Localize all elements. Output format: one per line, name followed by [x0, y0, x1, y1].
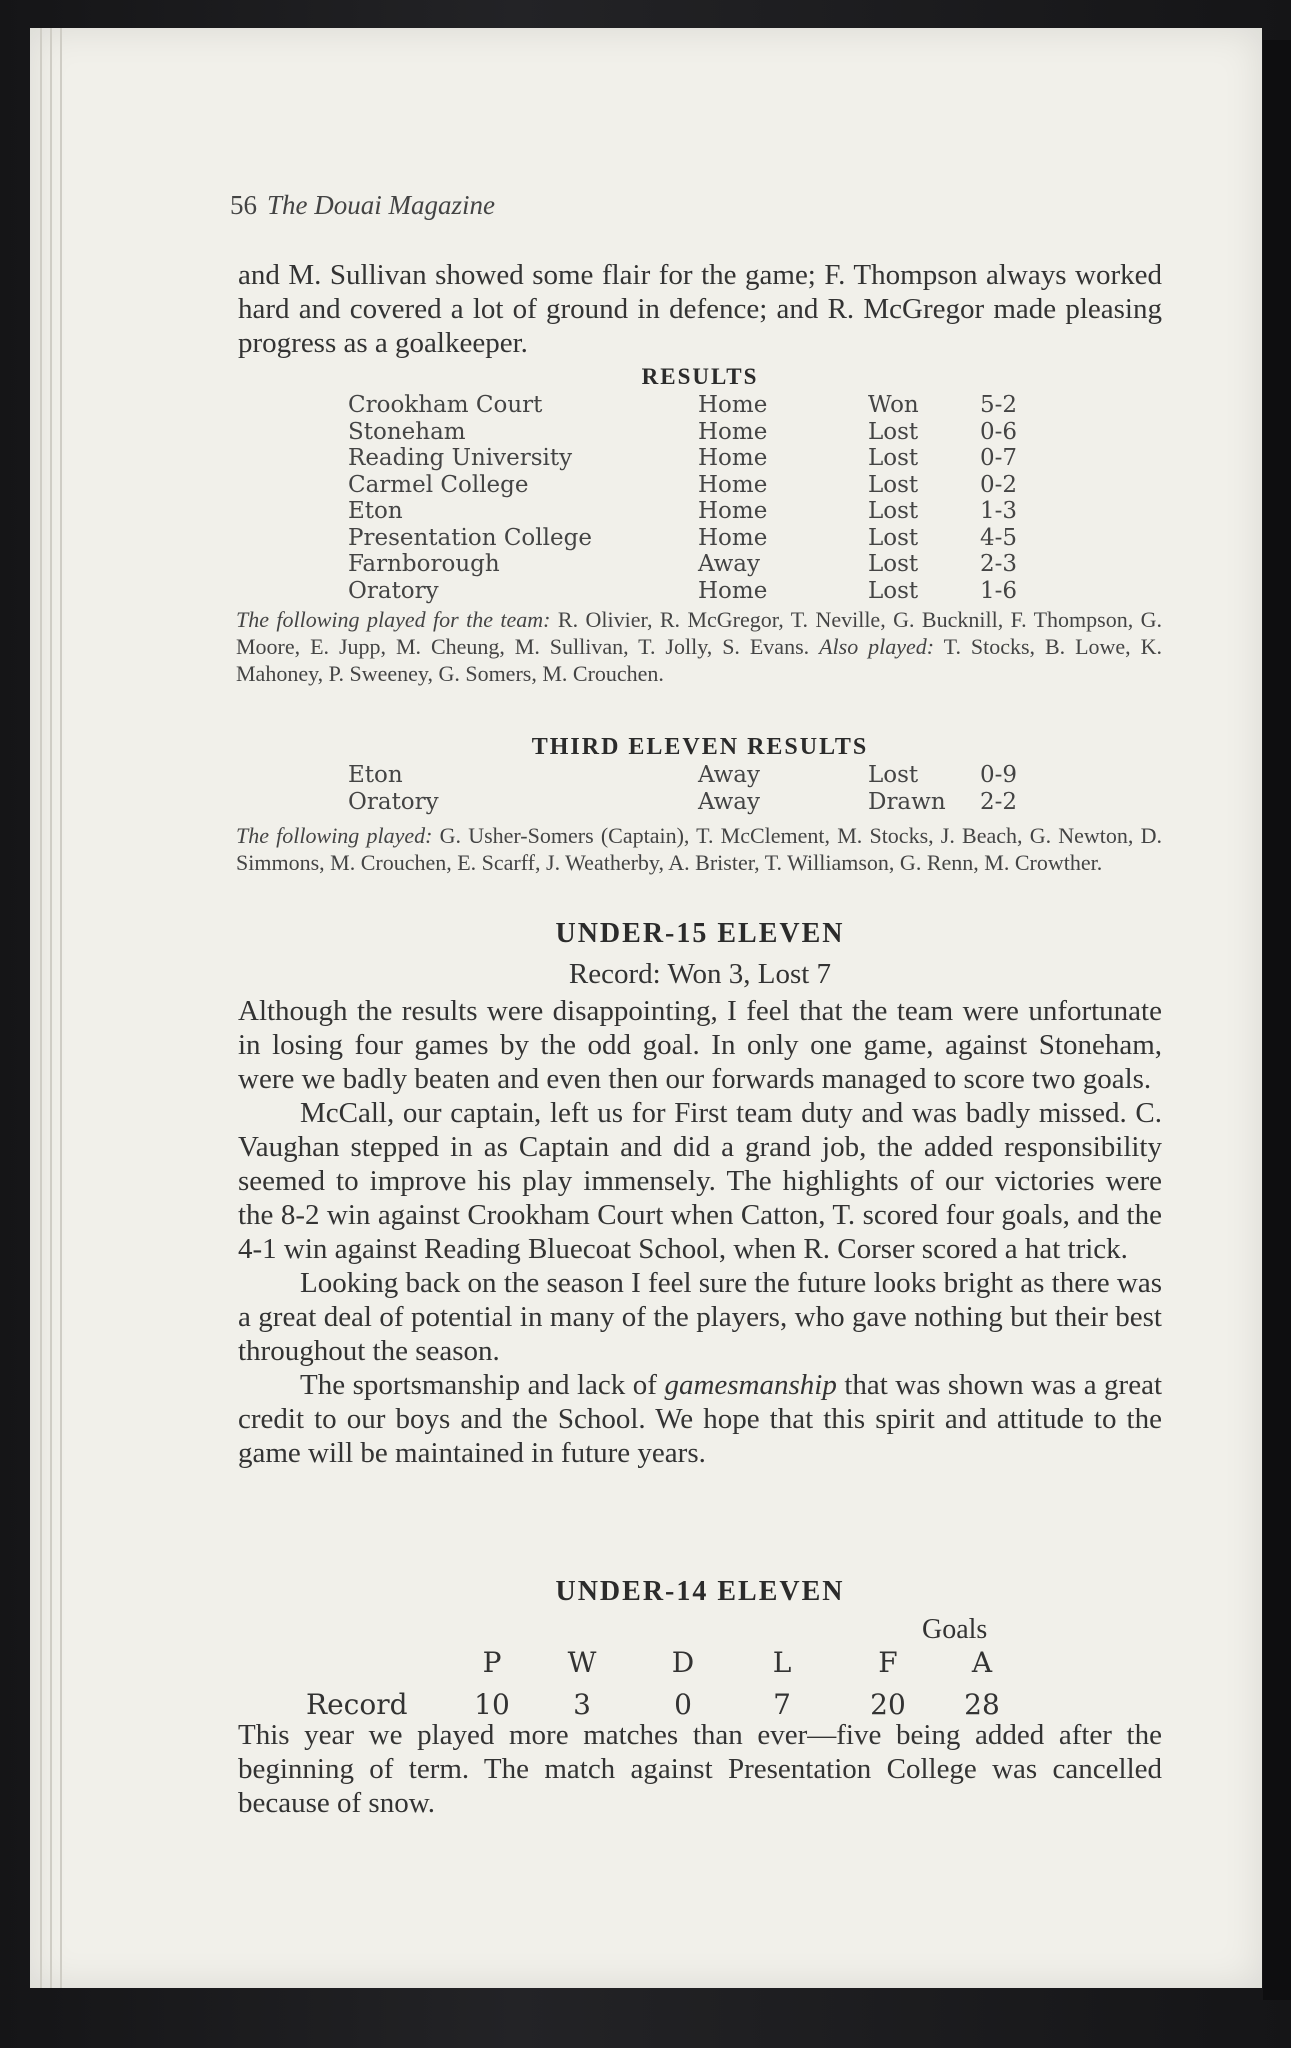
result-venue: Home	[698, 471, 768, 498]
result-venue: Home	[698, 445, 768, 471]
under15-paragraph-3: Looking back on the season I feel sure the future looks bright as there was a great deal of potential in many of the players, who gave nothing but their best throughout the season.	[238, 1267, 1162, 1367]
result-opponent: Oratory	[348, 577, 439, 604]
under14-body	[238, 1718, 1162, 1820]
column-header: F	[878, 1646, 898, 1679]
column-header: A	[971, 1646, 993, 1679]
result-outcome: Drawn	[868, 788, 946, 815]
result-score: 0-6	[980, 418, 1018, 445]
third-eleven-table	[348, 762, 1048, 815]
under15-record: Record: Won 3, Lost 7	[568, 958, 832, 990]
record-value: 10	[474, 1688, 510, 1721]
result-row	[348, 789, 1048, 816]
result-score: 1-6	[980, 577, 1018, 604]
page-edge	[50, 28, 52, 1988]
under15-paragraph-2: McCall, our captain, left us for First team duty and was badly missed. C. Vaughan stepped in as Captain and did a grand job, the added responsibility seemed to improve his play immensely. The highlights of our victories were the 8-2 win against Crookham Court when Catton, T. scored four goals, and the 4-1 win against Reading Bluecoat School, when R. Corser scored a hat trick.	[238, 1097, 1162, 1265]
record-row-label: Record	[306, 1688, 408, 1721]
result-score: 4-5	[980, 524, 1018, 551]
emphasis-text: gamesmanship	[664, 1369, 837, 1401]
result-row	[348, 498, 1048, 525]
players-list: G. Usher-Somers (Captain), T. McClement, M. Stocks, J. Beach, G. Newton, D. Simmons, M. Crouchen, E. Scarff, J. Weatherby, A. Brister, T. Williamson, G. Renn, M. Crowther.	[236, 823, 1162, 875]
result-row	[348, 472, 1048, 499]
result-opponent: Presentation College	[348, 524, 592, 551]
result-score: 2-2	[980, 788, 1018, 815]
results-heading: RESULTS	[641, 364, 759, 389]
result-opponent: Oratory	[348, 788, 439, 815]
results-players-note	[236, 606, 1162, 687]
result-opponent: Crookham Court	[348, 392, 543, 418]
page-edge	[40, 28, 42, 1988]
under15-paragraph-1: Although the results were disappointing, I feel that the team were unfortunate in losing four games by the odd goal. In only one game, against Stoneham, were we badly beaten and even then our forwards managed to score two goals.	[238, 995, 1162, 1095]
result-opponent: Farnborough	[348, 551, 500, 577]
result-row	[348, 445, 1048, 472]
result-venue: Home	[698, 524, 768, 551]
players-label: The following played:	[236, 823, 433, 848]
paragraph-text: The sportsmanship and lack of	[300, 1369, 657, 1401]
under14-heading: UNDER-14 ELEVEN	[555, 1576, 845, 1607]
third-eleven-heading: THIRD ELEVEN RESULTS	[531, 734, 869, 760]
result-opponent: Eton	[348, 762, 403, 788]
result-score: 2-3	[980, 551, 1018, 577]
result-opponent: Eton	[348, 498, 403, 524]
also-played-label: Also played:	[819, 634, 935, 659]
result-score: 0-7	[980, 445, 1018, 471]
players-list: R. Olivier, R. McGregor, T. Neville, G. Bucknill, F. Thompson, G. Moore, E. Jupp, M. Cheung, M. Sullivan, T. Jolly, S. Evans.	[236, 607, 1163, 659]
players-label: The following played for the team:	[236, 607, 551, 632]
result-row	[348, 578, 1048, 605]
result-venue: Home	[698, 418, 768, 445]
result-outcome: Won	[868, 392, 919, 418]
result-row	[348, 762, 1048, 789]
result-opponent: Carmel College	[348, 471, 529, 498]
result-outcome: Lost	[868, 498, 919, 524]
result-row	[348, 392, 1048, 419]
intro-block	[238, 258, 1162, 360]
result-score: 5-2	[980, 392, 1018, 418]
running-header	[230, 190, 495, 221]
column-header: W	[567, 1646, 597, 1679]
result-row	[348, 419, 1048, 446]
under15-heading: UNDER-15 ELEVEN	[555, 918, 845, 949]
page-number: 56	[230, 190, 257, 220]
under15-body	[238, 994, 1162, 1470]
result-outcome: Lost	[868, 577, 919, 604]
page-edge	[60, 28, 62, 1988]
result-outcome: Lost	[868, 418, 919, 445]
record-value: 0	[674, 1688, 692, 1721]
third-eleven-players-note	[236, 822, 1162, 876]
under14-paragraph: This year we played more matches than ever—five being added after the beginning of term. The match against Presentation College was cancelled because of snow.	[238, 1719, 1162, 1819]
also-played-list: T. Stocks, B. Lowe, K. Mahoney, P. Sweeney, G. Somers, M. Crouchen.	[236, 634, 1162, 686]
column-header: L	[772, 1646, 792, 1679]
result-venue: Home	[698, 498, 768, 524]
under15-paragraph-4	[238, 1368, 1162, 1470]
result-row	[348, 551, 1048, 578]
result-score: 0-2	[980, 471, 1018, 498]
result-opponent: Stoneham	[348, 418, 466, 445]
result-venue: Home	[698, 577, 768, 604]
result-outcome: Lost	[868, 445, 919, 471]
result-score: 1-3	[980, 498, 1018, 524]
book-cover-edge	[1263, 40, 1291, 2000]
intro-paragraph: and M. Sullivan showed some flair for the game; F. Thompson always worked hard and covered a lot of ground in defence; and R. McGregor made pleasing progress as a goalkeeper.	[238, 259, 1162, 359]
magazine-title: The Douai Magazine	[267, 190, 495, 220]
paragraph-text: that was shown was a great credit to our boys and the School. We hope that this spirit and attitude to the game will be maintained in future years.	[238, 1369, 1163, 1469]
result-outcome: Lost	[868, 762, 919, 788]
results-players-block	[236, 606, 1162, 687]
goals-label: Goals	[922, 1614, 988, 1645]
result-venue: Away	[698, 551, 760, 577]
record-value: 28	[964, 1688, 1000, 1721]
result-venue: Home	[698, 392, 768, 418]
record-value: 3	[573, 1688, 591, 1721]
result-outcome: Lost	[868, 471, 919, 498]
result-outcome: Lost	[868, 551, 919, 577]
result-venue: Away	[698, 788, 760, 815]
column-header: P	[482, 1646, 502, 1679]
result-outcome: Lost	[868, 524, 919, 551]
result-venue: Away	[698, 762, 760, 788]
record-value: 7	[773, 1688, 791, 1721]
column-header: D	[671, 1646, 695, 1679]
result-opponent: Reading University	[348, 445, 573, 471]
results-table	[348, 392, 1048, 604]
result-score: 0-9	[980, 762, 1018, 788]
third-eleven-players-block	[236, 822, 1162, 876]
record-value: 20	[870, 1688, 906, 1721]
result-row	[348, 525, 1048, 552]
